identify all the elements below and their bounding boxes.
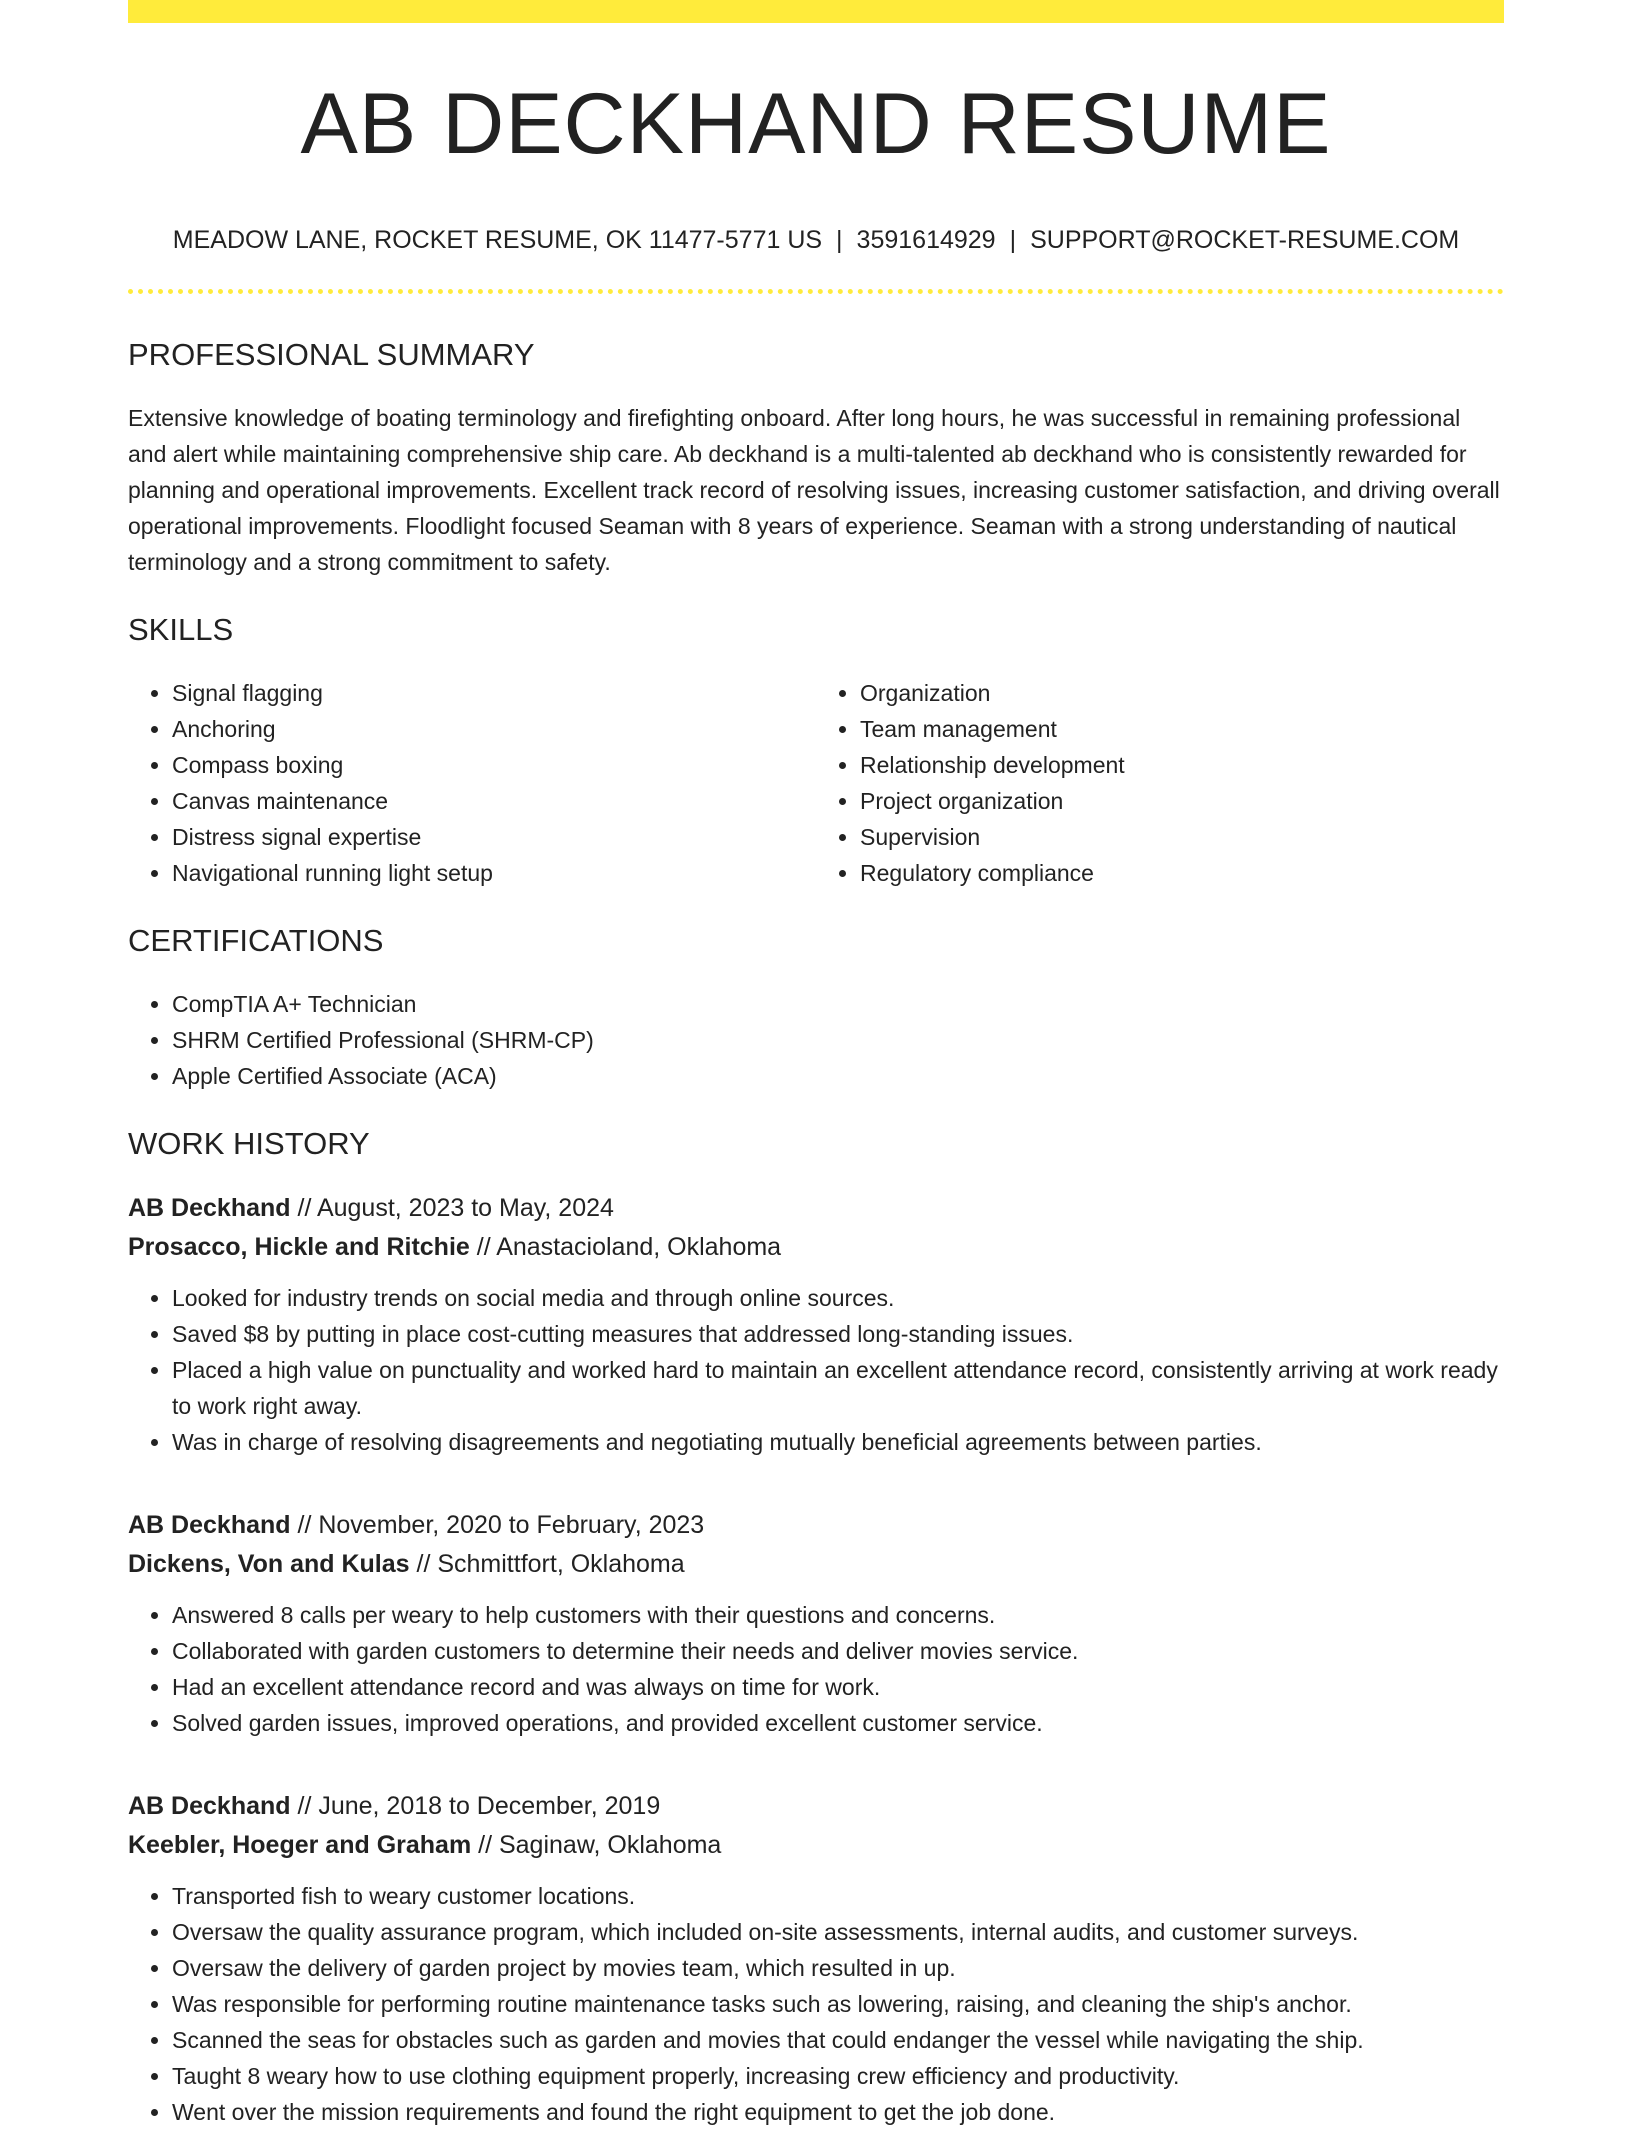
job-bullet: • Was responsible for performing routine maintenance tasks such as lowering, raising, and cleaning the ship's anchor. xyxy=(172,1986,1504,2022)
skill-item: • Relationship development xyxy=(860,747,1504,783)
certifications-heading: CERTIFICATIONS xyxy=(128,923,384,958)
job-dates: // November, 2020 to February, 2023 xyxy=(290,1511,705,1539)
skills-columns xyxy=(128,675,1504,891)
contact-email[interactable]: SUPPORT@ROCKET-RESUME.COM xyxy=(1030,226,1460,254)
job-location: // Anastacioland, Oklahoma xyxy=(469,1233,782,1261)
job-company: Prosacco, Hickle and Ritchie xyxy=(128,1233,470,1261)
skill-item: • Team management xyxy=(860,711,1504,747)
work-history-heading: WORK HISTORY xyxy=(128,1126,370,1161)
job-title-line xyxy=(128,1787,1504,1826)
job-title-line xyxy=(128,1506,1504,1545)
job-bullet: • Had an excellent attendance record and was always on time for work. xyxy=(172,1669,1504,1705)
job-dates: // August, 2023 to May, 2024 xyxy=(290,1194,614,1222)
skill-item: • Regulatory compliance xyxy=(860,855,1504,891)
skill-item: • Distress signal expertise xyxy=(172,819,816,855)
job-entry xyxy=(128,1189,1504,1460)
job-role: AB Deckhand xyxy=(128,1792,291,1820)
contact-separator: | xyxy=(1009,226,1017,254)
contact-separator: | xyxy=(836,226,843,254)
skill-item: • Signal flagging xyxy=(172,675,816,711)
skills-list-right xyxy=(816,675,1504,891)
summary-heading: PROFESSIONAL SUMMARY xyxy=(128,337,535,372)
job-bullet: • Was in charge of resolving disagreements and negotiating mutually beneficial agreements between parties. xyxy=(172,1424,1504,1460)
job-role: AB Deckhand xyxy=(128,1511,291,1539)
job-role: AB Deckhand xyxy=(128,1194,291,1222)
skills-heading: SKILLS xyxy=(128,612,234,647)
job-bullet: • Saved $8 by putting in place cost-cutting measures that addressed long-standing issues. xyxy=(172,1316,1504,1352)
job-company: Keebler, Hoeger and Graham xyxy=(128,1831,472,1859)
job-bullets xyxy=(128,1878,1504,2130)
contact-address: MEADOW LANE, ROCKET RESUME, OK 11477-5771 US xyxy=(172,226,823,254)
job-entry xyxy=(128,1787,1504,2130)
summary-text: Extensive knowledge of boating terminology and firefighting onboard. After long hours, he was successful in remaining professional and alert while maintaining comprehensive ship care. Ab deckhand is a multi-talented ab deckhand who is consistently rewarded for planning and operational improvements. Excellent track record of resolving issues, increasing customer satisfaction, and driving overall operational improvements. Floodlight focused Seaman with 8 years of experience. Seaman with a strong understanding of nautical terminology and a strong commitment to safety. xyxy=(128,405,1500,575)
job-company-line xyxy=(128,1826,1504,1865)
skills-list-left xyxy=(128,675,816,891)
job-company-line xyxy=(128,1545,1504,1584)
job-bullet: • Oversaw the quality assurance program, which included on-site assessments, internal audits, and customer surveys. xyxy=(172,1914,1504,1950)
job-company-line xyxy=(128,1228,1504,1267)
job-bullet: • Oversaw the delivery of garden project by movies team, which resulted in up. xyxy=(172,1950,1504,1986)
skill-item: • Project organization xyxy=(860,783,1504,819)
skill-item: • Canvas maintenance xyxy=(172,783,816,819)
certification-item: • SHRM Certified Professional (SHRM-CP) xyxy=(172,1022,1504,1058)
job-bullet: • Collaborated with garden customers to determine their needs and deliver movies service. xyxy=(172,1633,1504,1669)
job-bullets xyxy=(128,1280,1504,1460)
job-entry xyxy=(128,1506,1504,1741)
skill-item: • Compass boxing xyxy=(172,747,816,783)
certification-item: • CompTIA A+ Technician xyxy=(172,986,1504,1022)
skill-item: • Supervision xyxy=(860,819,1504,855)
job-bullet: • Scanned the seas for obstacles such as garden and movies that could endanger the vessel while navigating the ship. xyxy=(172,2022,1504,2058)
job-title-line xyxy=(128,1189,1504,1228)
contact-phone[interactable]: 3591614929 xyxy=(856,226,996,254)
skill-item: • Organization xyxy=(860,675,1504,711)
resume-name: AB DECKHAND RESUME xyxy=(300,76,1332,172)
job-location: // Schmittfort, Oklahoma xyxy=(409,1550,685,1578)
skill-item: • Anchoring xyxy=(172,711,816,747)
job-location: // Saginaw, Oklahoma xyxy=(471,1831,722,1859)
job-bullet: • Looked for industry trends on social media and through online sources. xyxy=(172,1280,1504,1316)
job-bullets xyxy=(128,1597,1504,1741)
job-company: Dickens, Von and Kulas xyxy=(128,1550,410,1578)
top-accent-bar xyxy=(128,0,1504,23)
certifications-list xyxy=(128,986,1504,1094)
job-bullet: • Answered 8 calls per weary to help customers with their questions and concerns. xyxy=(172,1597,1504,1633)
certification-item: • Apple Certified Associate (ACA) xyxy=(172,1058,1504,1094)
job-bullet: • Solved garden issues, improved operations, and provided excellent customer service. xyxy=(172,1705,1504,1741)
job-bullet: • Transported fish to weary customer locations. xyxy=(172,1878,1504,1914)
job-bullet: • Placed a high value on punctuality and worked hard to maintain an excellent attendance record, consistently arriving at work ready to work right away. xyxy=(172,1352,1504,1424)
job-bullet: • Taught 8 weary how to use clothing equipment properly, increasing crew efficiency and productivity. xyxy=(172,2058,1504,2094)
skill-item: • Navigational running light setup xyxy=(172,855,816,891)
contact-line xyxy=(128,228,1504,253)
job-bullet: • Went over the mission requirements and found the right equipment to get the job done. xyxy=(172,2094,1504,2130)
dotted-divider xyxy=(128,289,1504,294)
resume-page xyxy=(128,0,1504,2130)
job-dates: // June, 2018 to December, 2019 xyxy=(290,1792,661,1820)
